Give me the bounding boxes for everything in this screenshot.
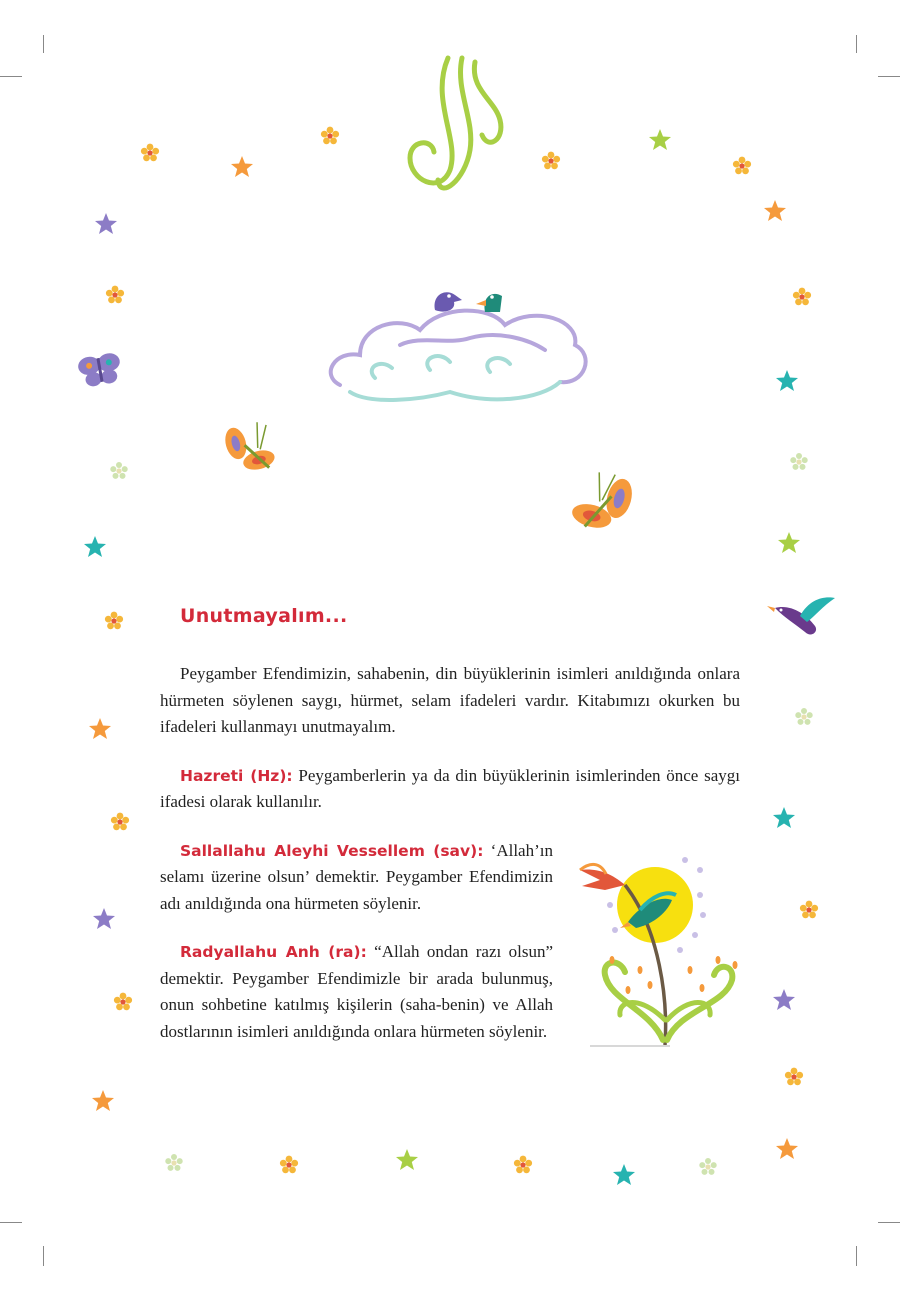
term-definition: ‘Allah’ın selamı üzerine olsun’ demektir. Peygamber Efendimizin adı anıldığında ona hürmeten söylenir. bbox=[160, 840, 553, 913]
butterfly-icon bbox=[569, 466, 636, 536]
term-label: Radyallahu Anh (ra): bbox=[180, 943, 367, 961]
vine-swirl-icon bbox=[410, 58, 501, 188]
term-paragraph-ra bbox=[160, 939, 553, 1045]
section-heading: Unutmayalım... bbox=[180, 605, 348, 627]
intro-paragraph: Peygamber Efendimizin, sahabenin, din büyüklerinin isimleri anıldığında onlara hürmeten söylenen saygı, hürmet, selam ifadeleri vardır. Kitabımızı okurken bu ifadeleri kullanmayı unutmayalım. bbox=[160, 664, 740, 736]
bird-icon bbox=[767, 597, 835, 634]
content-section bbox=[160, 605, 740, 1067]
term-definition: Peygamberlerin ya da din büyüklerinin isimlerinden önce saygı ifadesi olarak kullanılır. bbox=[160, 765, 740, 811]
butterfly-icon bbox=[77, 352, 124, 389]
term-label: Sallallahu Aleyhi Vessellem (sav): bbox=[180, 841, 484, 860]
term-label: Hazreti (Hz): bbox=[180, 766, 293, 785]
term-paragraph-sav bbox=[160, 838, 553, 918]
bird-icon bbox=[435, 292, 462, 311]
bird-icon bbox=[476, 294, 502, 312]
term-paragraph-hazreti bbox=[160, 763, 740, 816]
cloud-icon bbox=[331, 311, 586, 400]
butterfly-icon bbox=[222, 419, 277, 477]
term-definition: “Allah ondan razı olsun” demektir. Peygamber Efendimizle bir arada bulunmuş, onun sohbetine katılmış kişilerin (saha-benin) ve Allah dostlarının isimleri anıldığında onlara hürmeten söylenir. bbox=[160, 942, 553, 1041]
